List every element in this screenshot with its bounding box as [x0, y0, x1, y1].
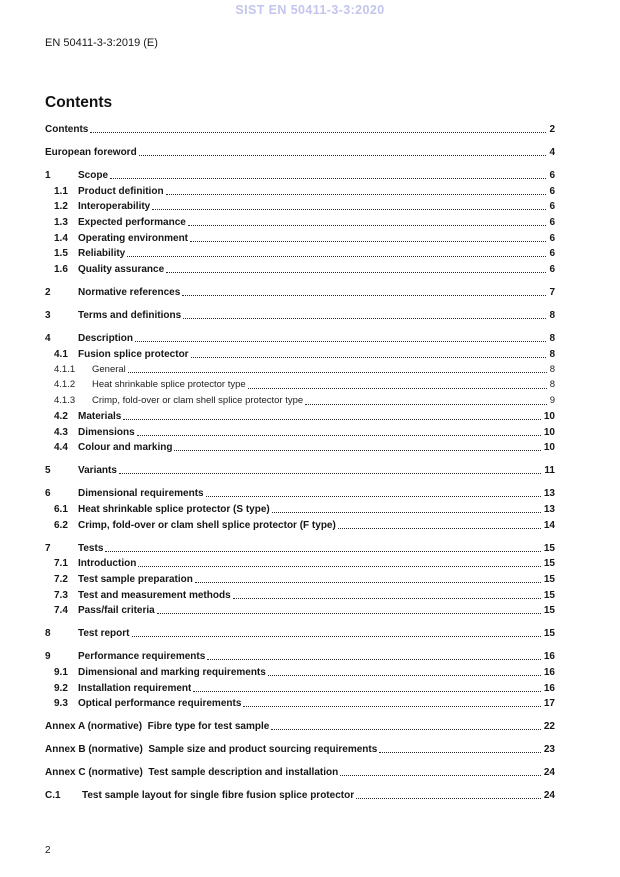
- toc-entry-label: Crimp, fold-over or clam shell splice protector (F type): [78, 519, 336, 531]
- toc-entry-label: Dimensions: [78, 426, 135, 438]
- toc-entry-label: Crimp, fold-over or clam shell splice protector type: [92, 396, 304, 407]
- toc-entry[interactable]: [45, 678, 555, 694]
- toc-entry-label: Product definition: [78, 185, 164, 197]
- toc-entry-page: 16: [543, 666, 555, 678]
- toc-entry-number: 1.3: [54, 217, 68, 229]
- dot-leader: [152, 209, 546, 210]
- toc-entry-label: Dimensional requirements: [78, 488, 204, 500]
- dot-leader: [166, 272, 546, 273]
- dot-leader: [183, 318, 546, 319]
- page-title: Contents: [45, 94, 113, 111]
- toc-entry-number: 7.1: [54, 558, 68, 570]
- toc-entry[interactable]: [45, 283, 555, 299]
- dot-leader: [105, 551, 540, 552]
- toc-entry-page: 15: [543, 589, 555, 601]
- toc-entry-label: Tests: [78, 542, 104, 554]
- dot-leader: [127, 256, 546, 257]
- toc-entry[interactable]: [45, 345, 555, 361]
- toc-entry-page: 17: [543, 698, 555, 710]
- dot-leader: [195, 582, 541, 583]
- toc-entry-page: 16: [543, 682, 555, 694]
- footer-page-number: 2: [45, 845, 51, 856]
- dot-leader: [271, 729, 541, 730]
- toc-entry[interactable]: [45, 585, 555, 601]
- toc-entry-page: 6: [549, 170, 555, 182]
- toc-entry[interactable]: [45, 539, 555, 555]
- toc-entry-label: Normative references: [78, 286, 181, 298]
- dot-leader: [206, 496, 541, 497]
- toc-entry-label: European foreword: [45, 147, 137, 159]
- dot-leader: [207, 659, 541, 660]
- toc-entry-page: 15: [543, 628, 555, 640]
- toc-entry-number: 3: [45, 310, 51, 322]
- toc-entry[interactable]: [45, 554, 555, 570]
- toc-entry[interactable]: [45, 229, 555, 245]
- toc-entry-page: 14: [543, 519, 555, 531]
- toc-entry[interactable]: [45, 376, 555, 392]
- toc-entry-number: 1.4: [54, 232, 68, 244]
- toc-entry-page: 6: [549, 248, 555, 260]
- toc-entry-number: 1.6: [54, 263, 68, 275]
- toc-entry-number: C.1: [45, 790, 61, 802]
- dot-leader: [174, 450, 540, 451]
- toc-entry[interactable]: [45, 407, 555, 423]
- toc-entry[interactable]: [45, 570, 555, 586]
- toc-entry-number: 1.5: [54, 248, 68, 260]
- toc-entry[interactable]: [45, 182, 555, 198]
- toc-entry-page: 15: [543, 558, 555, 570]
- toc-entry[interactable]: [45, 260, 555, 276]
- toc-list: [45, 120, 555, 802]
- toc-entry-label: Optical performance requirements: [78, 698, 242, 710]
- toc-entry-page: 15: [543, 605, 555, 617]
- toc-entry-page: 8: [549, 348, 555, 360]
- toc-entry-page: 10: [543, 442, 555, 454]
- toc-entry-page: 6: [549, 185, 555, 197]
- toc-entry-label: Pass/fail criteria: [78, 605, 155, 617]
- toc-entry-page: 4: [549, 147, 555, 159]
- toc-entry-number: 9.3: [54, 698, 68, 710]
- toc-entry-number: 6.2: [54, 519, 68, 531]
- toc-entry[interactable]: [45, 647, 555, 663]
- toc-entry-page: 9: [549, 395, 555, 407]
- dot-leader: [182, 295, 546, 296]
- dot-leader: [340, 775, 541, 776]
- toc-entry-number: 9: [45, 651, 51, 663]
- toc-entry-label: Contents: [45, 124, 89, 136]
- toc-entry-number: 5: [45, 465, 51, 477]
- dot-leader: [243, 706, 540, 707]
- toc-entry[interactable]: [45, 360, 555, 376]
- toc-entry-number: 4.4: [54, 442, 68, 454]
- toc-entry-number: 8: [45, 628, 51, 640]
- toc-entry[interactable]: [45, 500, 555, 516]
- toc-entry-label: Annex A (normative) Fibre type for test sample: [45, 721, 270, 733]
- dot-leader: [166, 194, 547, 195]
- toc-entry-number: 4.3: [54, 426, 68, 438]
- toc-entry-label: Materials: [78, 411, 122, 423]
- toc-entry-page: 23: [543, 744, 555, 756]
- toc-entry[interactable]: [45, 694, 555, 710]
- toc-entry-label: Test sample preparation: [78, 573, 193, 585]
- dot-leader: [138, 566, 541, 567]
- toc-entry-label: Scope: [78, 170, 109, 182]
- toc-entry-page: 16: [543, 651, 555, 663]
- dot-leader: [233, 598, 541, 599]
- toc-entry-number: 4: [45, 333, 51, 345]
- toc-entry-page: 8: [549, 310, 555, 322]
- toc-entry-page: 24: [543, 767, 555, 779]
- toc-entry[interactable]: [45, 461, 555, 477]
- toc-entry-label: Installation requirement: [78, 682, 192, 694]
- toc-entry-number: 1.1: [54, 185, 68, 197]
- toc-entry-label: Variants: [78, 465, 117, 477]
- toc-entry-label: Quality assurance: [78, 263, 165, 275]
- toc-entry-page: 8: [549, 333, 555, 345]
- toc-entry-page: 6: [549, 217, 555, 229]
- toc-entry-number: 4.1: [54, 348, 68, 360]
- toc-entry-page: 6: [549, 232, 555, 244]
- toc-entry-number: 1.2: [54, 201, 68, 213]
- toc-entry-label: Heat shrinkable splice protector type: [92, 380, 246, 391]
- toc-entry[interactable]: [45, 484, 555, 500]
- dot-leader: [132, 636, 541, 637]
- toc-entry-page: 10: [543, 426, 555, 438]
- toc-entry-label: Operating environment: [78, 232, 189, 244]
- toc-entry-label: General: [92, 364, 126, 375]
- toc-entry-number: 6: [45, 488, 51, 500]
- toc-entry[interactable]: [45, 786, 555, 802]
- toc-entry-page: 22: [543, 721, 555, 733]
- toc-entry-label: Dimensional and marking requirements: [78, 666, 266, 678]
- toc-entry-page: 10: [543, 411, 555, 423]
- toc-entry-number: 4.2: [54, 411, 68, 423]
- toc-entry-page: 11: [544, 465, 555, 477]
- toc-entry-label: Colour and marking: [78, 442, 173, 454]
- dot-leader: [135, 341, 546, 342]
- toc-entry[interactable]: [45, 306, 555, 322]
- toc-entry-label: Interoperability: [78, 201, 151, 213]
- toc-entry[interactable]: [45, 143, 555, 159]
- dot-leader: [128, 372, 547, 373]
- toc-entry-page: 6: [549, 201, 555, 213]
- toc-entry-label: Annex B (normative) Sample size and product sourcing requirements: [45, 744, 378, 756]
- dot-leader: [157, 613, 541, 614]
- toc-entry[interactable]: [45, 213, 555, 229]
- toc-entry-label: Reliability: [78, 248, 126, 260]
- toc-entry[interactable]: [45, 624, 555, 640]
- toc-entry-number: 4.1.1: [54, 363, 76, 375]
- toc-entry[interactable]: [45, 601, 555, 617]
- toc-entry-page: 8: [549, 379, 555, 391]
- toc-entry[interactable]: [45, 763, 555, 779]
- toc-entry-page: 8: [549, 363, 555, 375]
- document-reference: EN 50411-3-3:2019 (E): [45, 37, 158, 49]
- toc-entry-number: 7.4: [54, 605, 68, 617]
- toc-entry[interactable]: [45, 244, 555, 260]
- toc-entry-label: Expected performance: [78, 217, 186, 229]
- dot-leader: [190, 241, 546, 242]
- dot-leader: [248, 388, 547, 389]
- dot-leader: [191, 357, 547, 358]
- toc-entry-number: 6.1: [54, 504, 68, 516]
- dot-leader: [193, 691, 541, 692]
- toc-entry-label: Performance requirements: [78, 651, 206, 663]
- toc-entry-label: Description: [78, 333, 134, 345]
- dot-leader: [137, 435, 541, 436]
- dot-leader: [268, 675, 541, 676]
- dot-leader: [305, 404, 547, 405]
- dot-leader: [90, 132, 546, 133]
- toc-entry[interactable]: [45, 423, 555, 439]
- toc-entry-page: 6: [549, 263, 555, 275]
- toc-entry-number: 7.2: [54, 573, 68, 585]
- toc-entry-label: Introduction: [78, 558, 137, 570]
- toc-entry-page: 15: [543, 573, 555, 585]
- dot-leader: [379, 752, 541, 753]
- toc-entry-number: 4.1.3: [54, 395, 76, 407]
- toc-entry-number: 9.2: [54, 682, 68, 694]
- toc-entry[interactable]: [45, 391, 555, 407]
- toc-entry[interactable]: [45, 438, 555, 454]
- toc-entry-number: 4.1.2: [54, 379, 76, 391]
- dot-leader: [356, 798, 541, 799]
- toc-entry[interactable]: [45, 197, 555, 213]
- dot-leader: [123, 419, 541, 420]
- toc-entry[interactable]: [45, 166, 555, 182]
- watermark-standard-id: SIST EN 50411-3-3:2020: [235, 3, 385, 17]
- toc-entry-page: 13: [543, 488, 555, 500]
- toc-entry-number: 7: [45, 542, 51, 554]
- toc-entry-label: Fusion splice protector: [78, 348, 189, 360]
- dot-leader: [338, 528, 541, 529]
- dot-leader: [110, 178, 546, 179]
- toc-entry-page: 7: [549, 286, 555, 298]
- toc-entry-page: 24: [543, 790, 555, 802]
- toc-entry[interactable]: [45, 120, 555, 136]
- toc-entry[interactable]: [45, 740, 555, 756]
- dot-leader: [272, 512, 541, 513]
- toc-entry-number: 2: [45, 286, 51, 298]
- toc-entry-number: 7.3: [54, 589, 68, 601]
- toc-entry[interactable]: [45, 516, 555, 532]
- toc-entry-label: Annex C (normative) Test sample description and installation: [45, 767, 339, 779]
- toc-entry[interactable]: [45, 329, 555, 345]
- toc-entry-page: 13: [543, 504, 555, 516]
- toc-entry-number: 9.1: [54, 666, 68, 678]
- toc-entry-page: 15: [543, 542, 555, 554]
- toc-entry-label: Test report: [78, 628, 130, 640]
- toc-entry-page: 2: [549, 124, 555, 136]
- toc-entry[interactable]: [45, 717, 555, 733]
- toc-entry[interactable]: [45, 663, 555, 679]
- toc-entry-label: Test sample layout for single fibre fusion splice protector: [82, 790, 355, 802]
- toc-entry-label: Terms and definitions: [78, 310, 182, 322]
- dot-leader: [139, 155, 547, 156]
- toc-entry-label: Test and measurement methods: [78, 589, 231, 601]
- toc-entry-number: 1: [45, 170, 51, 182]
- dot-leader: [188, 225, 547, 226]
- dot-leader: [119, 473, 542, 474]
- toc-entry-label: Heat shrinkable splice protector (S type): [78, 504, 270, 516]
